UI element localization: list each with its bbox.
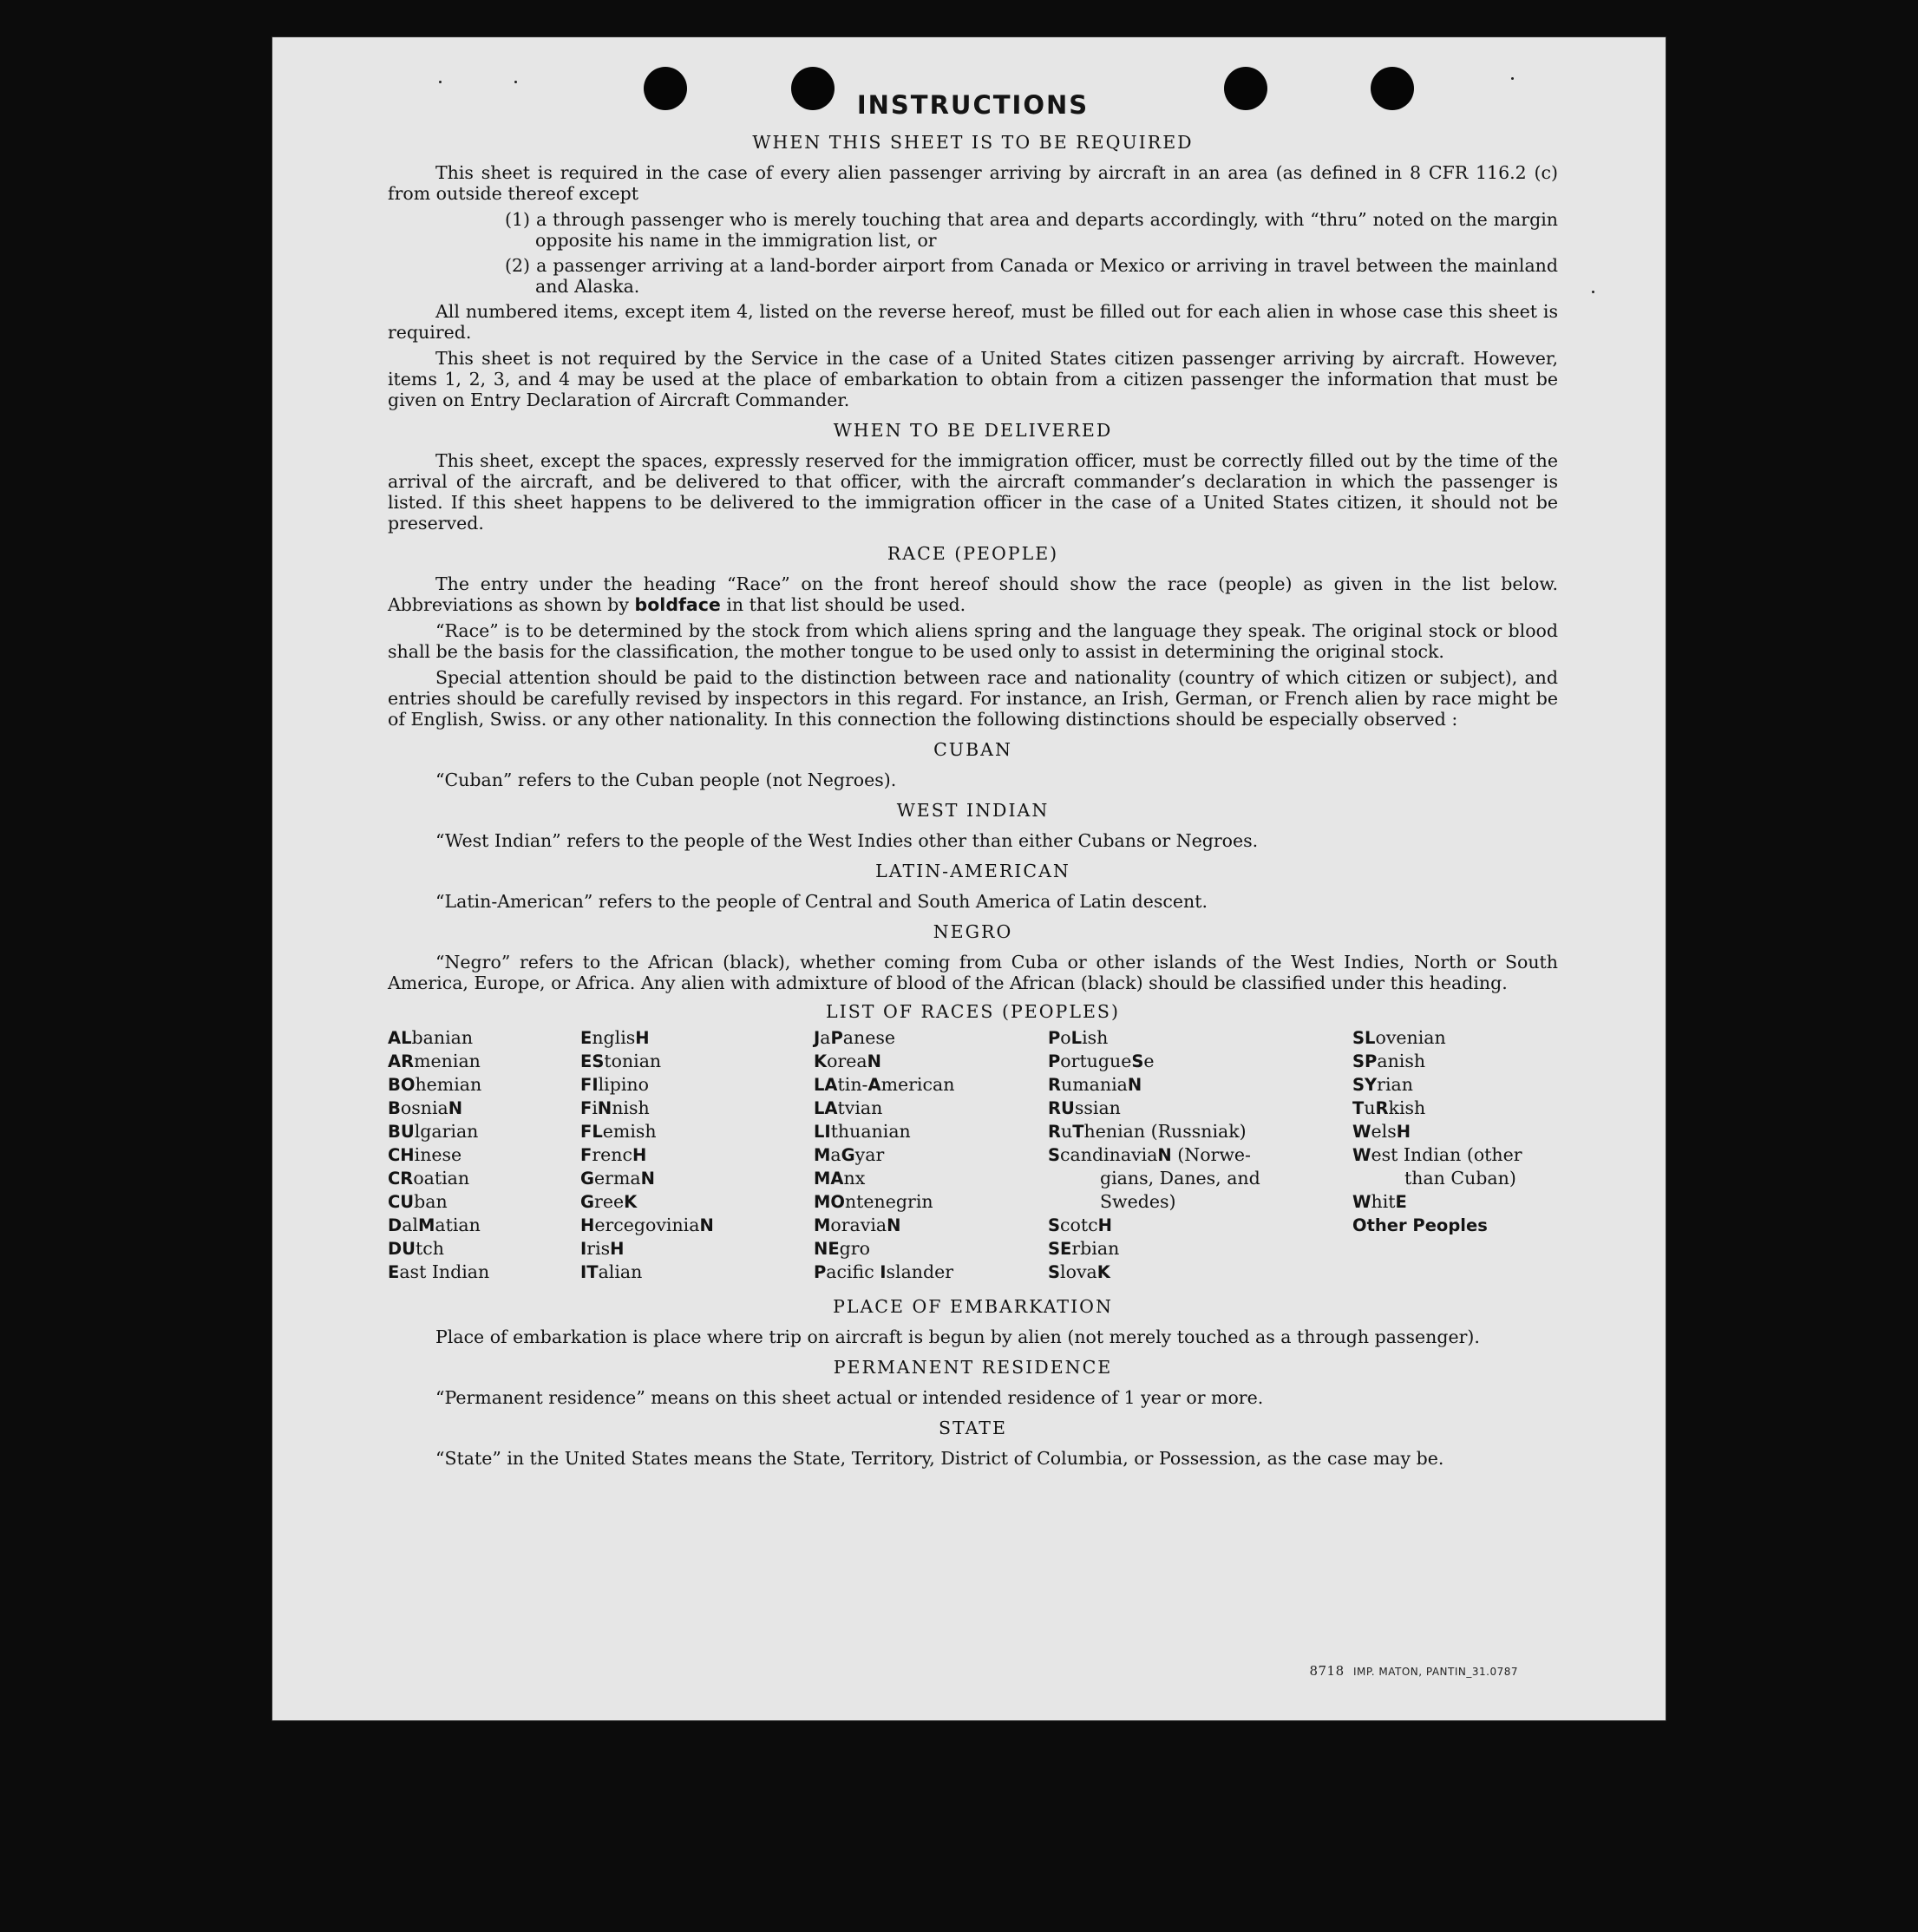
race-abbrev: K: [624, 1192, 638, 1212]
race-abbrev: P: [830, 1028, 843, 1048]
race-abbrev: I: [580, 1239, 587, 1259]
race-entry: [580, 1167, 714, 1190]
race-entry: [814, 1190, 954, 1214]
race-entry: [1352, 1097, 1561, 1120]
race-text: merican: [880, 1074, 955, 1095]
printer-imprint: IMP. MATON, PANTIN_31.0787: [1352, 1666, 1518, 1678]
race-abbrev: G: [841, 1145, 855, 1165]
race-text: ast Indian: [399, 1261, 490, 1282]
race-abbrev: BO: [388, 1075, 416, 1095]
race-abbrev: H: [632, 1145, 647, 1165]
heading-west-indian: WEST INDIAN: [896, 800, 1050, 821]
race-abbrev: FL: [580, 1122, 603, 1142]
race-text: renc: [592, 1144, 632, 1165]
race-column-1: [388, 1026, 489, 1284]
print-imprint: [1309, 1663, 1518, 1679]
race-text: nish: [612, 1097, 650, 1118]
race-entry: [814, 1097, 954, 1120]
race-abbrev: H: [580, 1215, 595, 1235]
embarkation-text: Place of embarkation is place where trip on aircraft is begun by alien (not merely touched as a through passenger).: [435, 1326, 1480, 1347]
race-abbrev: CU: [388, 1192, 415, 1212]
race-entry: [580, 1073, 714, 1097]
race-list: [388, 1026, 1558, 1287]
race-entry: [1048, 1097, 1308, 1120]
race-column-3: [814, 1026, 954, 1284]
residence-text: “Permanent residence” means on this sheet actual or intended residence of 1 year or more.: [435, 1387, 1264, 1408]
required-para-3: This sheet is not required by the Service in the case of a United States citizen passenger arriving by aircraft. However, items 1, 2, 3, and 4 may be used at the place of embarkation to obtain from a citizen passenger the information that must be given on Entry Declaration of Aircraft Commander.: [388, 348, 1558, 410]
race-para-1-b: in that list should be used.: [726, 594, 966, 615]
race-column-4: [1048, 1026, 1308, 1284]
heading-latin-american: LATIN-AMERICAN: [875, 861, 1070, 881]
race-abbrev: P: [1048, 1051, 1061, 1071]
race-abbrev: N: [597, 1098, 612, 1118]
race-entry: [1048, 1143, 1308, 1214]
race-abbrev: S: [1048, 1262, 1061, 1282]
race-abbrev: T: [1352, 1098, 1365, 1118]
race-abbrev: ES: [580, 1051, 605, 1071]
race-abbrev: BU: [388, 1122, 415, 1142]
latin-american-text: “Latin-American” refers to the people of Central and South America of Latin descent.: [435, 891, 1208, 912]
race-text: atian: [435, 1215, 481, 1235]
race-abbrev: LI: [814, 1122, 831, 1142]
race-abbrev: N: [1127, 1075, 1142, 1095]
race-entry: [580, 1261, 714, 1284]
race-text: cotc: [1060, 1215, 1098, 1235]
race-entry: [1352, 1050, 1561, 1073]
race-text: i: [592, 1097, 598, 1118]
race-abbrev: CH: [388, 1145, 415, 1165]
race-text: orea: [827, 1051, 867, 1071]
race-column-5: [1352, 1026, 1561, 1237]
race-entry: [1048, 1026, 1308, 1050]
race-continuation: than Cuban): [1404, 1168, 1516, 1189]
race-abbrev: I: [880, 1262, 887, 1282]
race-abbrev: E: [388, 1262, 400, 1282]
heading-embarkation: PLACE OF EMBARKATION: [833, 1296, 1113, 1317]
race-entry: [1048, 1237, 1308, 1261]
speck: [1592, 291, 1594, 293]
race-entry: [580, 1120, 714, 1143]
race-text: nglis: [592, 1027, 636, 1048]
race-abbrev: H: [610, 1239, 625, 1259]
race-entry: [580, 1050, 714, 1073]
race-entry: [388, 1237, 489, 1261]
race-text: lova: [1060, 1261, 1097, 1282]
heading-list-of-races: LIST OF RACES (PEOPLES): [826, 1001, 1120, 1022]
race-entry: [388, 1097, 489, 1120]
race-entry: [580, 1143, 714, 1167]
race-text: e: [1143, 1051, 1155, 1071]
race-abbrev: CR: [388, 1169, 414, 1189]
race-abbrev: S: [1048, 1145, 1061, 1165]
race-entry: [1048, 1073, 1308, 1097]
race-abbrev: W: [1352, 1192, 1371, 1212]
race-text: oravia: [830, 1215, 887, 1235]
race-abbrev: MA: [814, 1169, 844, 1189]
race-para-1: [388, 573, 1558, 615]
race-text: ree: [594, 1191, 625, 1212]
race-text: u: [1061, 1121, 1073, 1142]
race-abbrev: SP: [1352, 1051, 1378, 1071]
race-entry: [814, 1073, 954, 1097]
race-text: tch: [416, 1238, 444, 1259]
heading-required: WHEN THIS SHEET IS TO BE REQUIRED: [752, 132, 1194, 153]
race-text: els: [1371, 1121, 1397, 1142]
race-entry: [1352, 1120, 1561, 1143]
race-entry: [814, 1143, 954, 1167]
required-item-2: (2) a passenger arriving at a land-border airport from Canada or Mexico or arriving in travel between the mainland and Alaska.: [505, 255, 1558, 297]
race-abbrev: NE: [814, 1239, 840, 1259]
race-abbrev: SE: [1048, 1239, 1072, 1259]
race-entry: [388, 1261, 489, 1284]
race-abbrev: P: [814, 1262, 827, 1282]
race-text: rbian: [1071, 1238, 1120, 1259]
race-abbrev: F: [580, 1098, 592, 1118]
race-text: anish: [1377, 1051, 1426, 1071]
race-entry: [388, 1143, 489, 1167]
race-abbrev: DU: [388, 1239, 416, 1259]
race-abbrev: W: [1352, 1145, 1371, 1165]
race-text: tvian: [837, 1097, 883, 1118]
race-abbrev: N: [699, 1215, 714, 1235]
required-item-1: (1) a through passenger who is merely touching that area and departs accordingly, with “thru” noted on the margin opposite his name in the immigration list, or: [505, 209, 1558, 251]
race-abbrev: S: [1048, 1215, 1061, 1235]
race-abbrev: M: [417, 1215, 435, 1235]
race-abbrev: B: [388, 1098, 401, 1118]
heading-negro: NEGRO: [933, 921, 1013, 942]
instruction-sheet: [272, 37, 1666, 1720]
race-entry: [814, 1026, 954, 1050]
race-entry: [388, 1167, 489, 1190]
race-text: thuanian: [830, 1121, 911, 1142]
race-abbrev: AR: [388, 1051, 415, 1071]
race-abbrev: K: [1096, 1262, 1110, 1282]
page-title: INSTRUCTIONS: [856, 90, 1090, 120]
race-abbrev: G: [580, 1192, 595, 1212]
race-text: a: [830, 1144, 841, 1165]
race-entry: [1048, 1261, 1308, 1284]
race-abbrev: J: [814, 1028, 821, 1048]
race-text: ercegovinia: [594, 1215, 700, 1235]
boldface-word: boldface: [634, 594, 721, 615]
race-entry: [580, 1026, 714, 1050]
race-text: hemian: [415, 1074, 482, 1095]
race-abbrev: SY: [1352, 1075, 1378, 1095]
race-text: o: [1060, 1027, 1071, 1048]
race-abbrev: S: [1131, 1051, 1144, 1071]
race-abbrev: E: [580, 1028, 592, 1048]
race-abbrev: RU: [1048, 1098, 1075, 1118]
race-abbrev: N: [640, 1169, 655, 1189]
race-abbrev: IT: [580, 1262, 599, 1282]
race-abbrev: A: [867, 1075, 881, 1095]
race-entry: [580, 1214, 714, 1237]
heading-race: RACE (PEOPLE): [887, 543, 1059, 564]
race-text: oatian: [413, 1168, 470, 1189]
heading-cuban: CUBAN: [933, 739, 1012, 760]
race-entry: [1048, 1214, 1308, 1237]
race-abbrev: H: [1097, 1215, 1112, 1235]
race-text: osnia: [400, 1097, 448, 1118]
negro-text: “Negro” refers to the African (black), whether coming from Cuba or other islands of the West Indies, North or South America, Europe, or Africa. Any alien with admixture of blood of the African (black) should be classified under this heading.: [388, 952, 1558, 993]
instructions-content: [388, 89, 1558, 1474]
race-abbrev: LA: [814, 1075, 838, 1095]
race-text: nx: [843, 1168, 866, 1189]
heading-residence: PERMANENT RESIDENCE: [833, 1357, 1113, 1378]
race-text: banian: [411, 1027, 474, 1048]
race-text: al: [402, 1215, 418, 1235]
race-abbrev: M: [814, 1145, 831, 1165]
race-text: slander: [886, 1261, 954, 1282]
race-text: tin-: [837, 1074, 868, 1095]
race-entry: [1352, 1026, 1561, 1050]
race-abbrev: E: [1395, 1192, 1407, 1212]
race-entry: [814, 1261, 954, 1284]
race-continuation: Swedes): [1100, 1191, 1176, 1212]
race-abbrev: T: [1072, 1122, 1084, 1142]
race-text: ban: [414, 1191, 448, 1212]
race-abbrev: N: [867, 1051, 881, 1071]
race-entry: [814, 1167, 954, 1190]
race-abbrev: R: [1375, 1098, 1389, 1118]
race-abbrev: K: [814, 1051, 828, 1071]
race-entry: [388, 1050, 489, 1073]
state-text: “State” in the United States means the State, Territory, District of Columbia, or Possession, as the case may be.: [435, 1448, 1444, 1469]
race-para-1-a: The entry under the heading “Race” on the front hereof should show the race (people) as given in the list below. Abbreviations as shown by: [388, 573, 1558, 615]
race-text: ortugue: [1060, 1051, 1132, 1071]
race-text: yar: [854, 1144, 885, 1165]
race-text: kish: [1388, 1097, 1426, 1118]
race-abbrev: R: [1048, 1075, 1062, 1095]
race-continuation: gians, Danes, and: [1100, 1168, 1260, 1189]
heading-state: STATE: [939, 1418, 1007, 1438]
race-text: ovenian: [1375, 1027, 1446, 1048]
race-entry: [1048, 1050, 1308, 1073]
race-entry: [388, 1026, 489, 1050]
race-text: ish: [1082, 1027, 1109, 1048]
race-entry: Other Peoples: [1352, 1215, 1488, 1235]
race-abbrev: N: [887, 1215, 901, 1235]
race-abbrev: G: [580, 1169, 595, 1189]
heading-delivered: WHEN TO BE DELIVERED: [833, 420, 1113, 441]
race-abbrev: MO: [814, 1192, 845, 1212]
race-abbrev: W: [1352, 1122, 1371, 1142]
race-column-2: [580, 1026, 714, 1284]
race-abbrev: H: [635, 1028, 650, 1048]
race-abbrev: D: [388, 1215, 403, 1235]
race-entry: [1048, 1120, 1308, 1143]
race-entry: [388, 1073, 489, 1097]
race-text: rian: [1377, 1074, 1413, 1095]
speck: [439, 81, 442, 83]
race-abbrev: L: [1070, 1028, 1083, 1048]
race-text: candinavia: [1060, 1144, 1158, 1165]
race-entry: [814, 1120, 954, 1143]
race-entry: [814, 1237, 954, 1261]
race-text: a: [820, 1027, 831, 1048]
west-indian-text: “West Indian” refers to the people of the West Indies other than either Cubans or Negroes.: [435, 830, 1259, 851]
form-number: 8718: [1309, 1663, 1345, 1679]
race-text: gro: [839, 1238, 870, 1259]
race-entry: [388, 1214, 489, 1237]
race-text: lgarian: [414, 1121, 479, 1142]
race-text: alian: [598, 1261, 643, 1282]
race-abbrev: P: [1048, 1028, 1061, 1048]
race-text: acific: [826, 1261, 880, 1282]
race-abbrev: F: [580, 1145, 592, 1165]
required-intro: This sheet is required in the case of every alien passenger arriving by aircraft in an area (as defined in 8 CFR 116.2 (c) from outside thereof except: [388, 162, 1558, 204]
race-text: inese: [414, 1144, 462, 1165]
race-text: anese: [842, 1027, 896, 1048]
race-abbrev: LA: [814, 1098, 838, 1118]
race-text: menian: [414, 1051, 481, 1071]
race-text: erma: [594, 1168, 641, 1189]
race-text: hit: [1371, 1191, 1396, 1212]
race-abbrev: N: [448, 1098, 463, 1118]
race-para-3: Special attention should be paid to the distinction between race and nationality (country of which citizen or subject), and entries should be carefully revised by inspectors in this regard. For instance, an Irish, German, or French alien by race might be of English, Swiss. or any other nationality. In this connection the following distinctions should be especially observed :: [388, 667, 1558, 730]
race-entry: [388, 1120, 489, 1143]
race-entry: [388, 1190, 489, 1214]
race-text: (Norwe-: [1171, 1144, 1251, 1165]
race-entry: [580, 1237, 714, 1261]
speck: [1511, 77, 1514, 80]
race-text: ris: [586, 1238, 611, 1259]
race-text: ntenegrin: [844, 1191, 933, 1212]
race-text: lipino: [598, 1074, 649, 1095]
race-entry: [1352, 1143, 1561, 1190]
required-para-2: All numbered items, except item 4, listed on the reverse hereof, must be filled out for each alien in whose case this sheet is required.: [388, 301, 1558, 343]
race-entry: [814, 1050, 954, 1073]
race-abbrev: H: [1396, 1122, 1411, 1142]
race-abbrev: R: [1048, 1122, 1062, 1142]
race-text: emish: [602, 1121, 657, 1142]
race-entry: [814, 1214, 954, 1237]
race-abbrev: N: [1157, 1145, 1172, 1165]
race-entry: [1352, 1073, 1561, 1097]
race-text: ssian: [1074, 1097, 1121, 1118]
race-text: henian (Russniak): [1083, 1121, 1247, 1142]
race-text: umania: [1061, 1074, 1128, 1095]
cuban-text: “Cuban” refers to the Cuban people (not Negroes).: [435, 770, 897, 790]
race-text: tonian: [604, 1051, 662, 1071]
race-text: u: [1364, 1097, 1376, 1118]
race-entry: [580, 1097, 714, 1120]
race-entry: [1352, 1190, 1561, 1214]
race-abbrev: M: [814, 1215, 831, 1235]
race-entry: [580, 1190, 714, 1214]
race-abbrev: AL: [388, 1028, 412, 1048]
race-para-2: “Race” is to be determined by the stock from which aliens spring and the language they speak. The original stock or blood shall be the basis for the classification, the mother tongue to be used only to assist in determining the original stock.: [388, 620, 1558, 662]
race-text: est Indian (other: [1371, 1144, 1522, 1165]
race-abbrev: SL: [1352, 1028, 1376, 1048]
delivered-text: This sheet, except the spaces, expressly reserved for the immigration officer, must be correctly filled out by the time of the arrival of the aircraft, and be delivered to that officer, with the aircraft commander’s declaration in which the passenger is listed. If this sheet happens to be delivered to the immigration officer in the case of a United States citizen, it should not be preserved.: [388, 450, 1558, 534]
race-abbrev: FI: [580, 1075, 599, 1095]
speck: [514, 81, 517, 83]
